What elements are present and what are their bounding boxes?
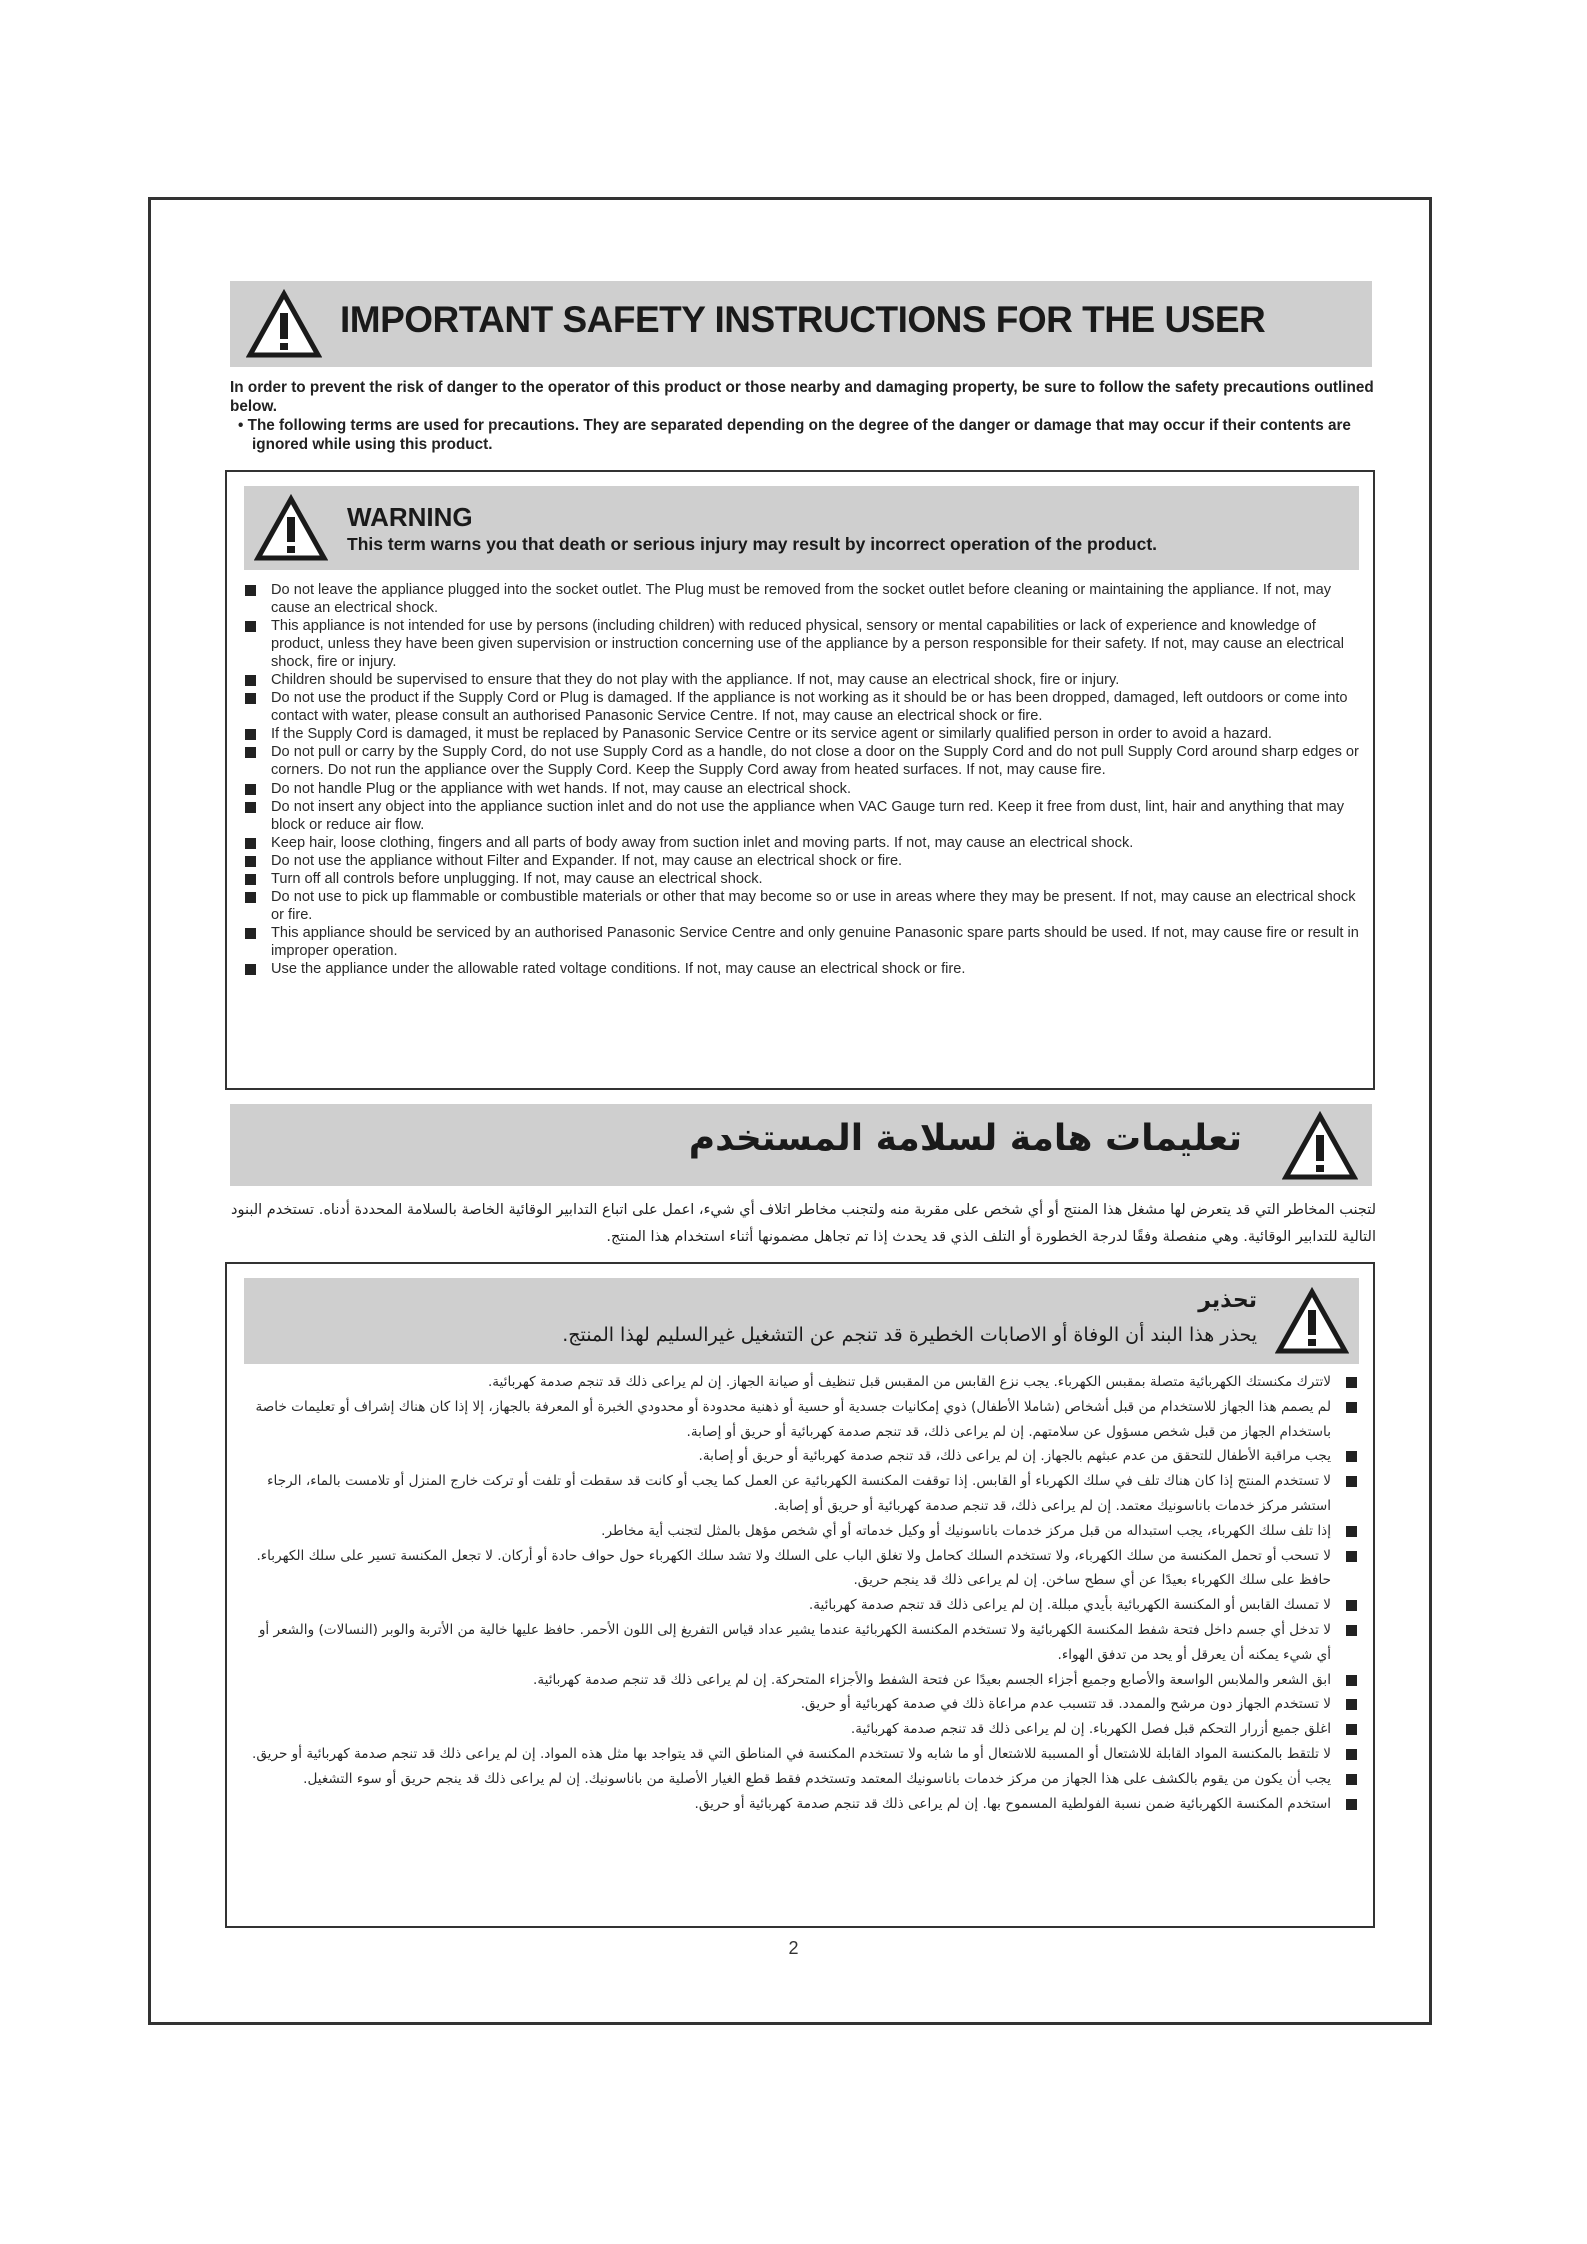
warning-item: Turn off all controls before unplugging. If not, may cause an electrical shock. bbox=[241, 870, 1361, 888]
arabic-warning-item: لاتترك مكنستك الكهربائية متصلة بمقبس الكهرباء. يجب نزع القابس من المقبس قبل تنظيف أو صيانة الجهاز. إن لم يراعى ذلك قد تنجم صدمة كهربائية. bbox=[241, 1370, 1361, 1395]
intro-paragraph: In order to prevent the risk of danger to the operator of this product or those nearby and damaging property, be sure to follow the safety precautions outlined below. bbox=[230, 379, 1374, 415]
arabic-warning-item: لا تدخل أي جسم داخل فتحة شفط المكنسة الكهربائية ولا تستخدم المكنسة الكهربائية عندما يشير عداد قياس التفريغ إلى اللون الأحمر. حافظ عليها خالية من الأتربة والوبر (النسالات) والشعر أو أي شيء يمكنه أن يعرقل أو يحد من تدفق الهواء. bbox=[241, 1618, 1361, 1668]
arabic-warning-item: لا تلتقط بالمكنسة المواد القابلة للاشتعال أو المسببة للاشتعال أو ما شابه ولا تستخدم المكنسة في المناطق التي قد يتواجد بها مثل هذه المواد. إن لم يراعى ذلك قد تنجم صدمة كهربائية أو حريق. bbox=[241, 1742, 1361, 1767]
arabic-heading-title: تعليمات هامة لسلامة المستخدم bbox=[688, 1118, 1242, 1159]
warning-item: Do not use to pick up flammable or combustible materials or other that may become so or use in areas where they may be present. If not, may cause an electrical shock or fire. bbox=[241, 888, 1361, 924]
arabic-warning-item: يجب أن يكون من يقوم بالكشف على هذا الجهاز من مركز خدمات باناسونيك المعتمد وتستخدم فقط قطع الغيار الأصلية من باناسونيك. إن لم يراعى ذلك قد ينجم حريق أو سوء التشغيل. bbox=[241, 1767, 1361, 1792]
arabic-intro-text: لتجنب المخاطر التي قد يتعرض لها مشغل هذا المنتج أو أي شخص على مقربة منه ولتجنب مخاطر اتلاف أي شيء، اعمل على اتباع التدابير الوقائية الخاصة بالسلامة المحددة أدناه. تستخدم البنود التالية للتدابير الوقائية. وهي منفصلة وفقًا لدرجة الخطورة أو التلف الذي قد يحدث إذا تم تجاهل مضمونها أثناء استخدام هذا المنتج. bbox=[231, 1202, 1376, 1245]
arabic-warning-item: لا تستخدم المنتج إذا كان هناك تلف في سلك الكهرباء أو القابس. إذا توقفت المكنسة الكهربائية عن العمل كما يجب أو كانت قد سقطت أو تلفت أو تركت خارج المنزل أو تلامست بالماء، الرجاء استشر مركز خدمات باناسونيك معتمد. إن لم يراعى ذلك، قد تنجم صدمة كهربائية أو حريق أو إصابة. bbox=[241, 1469, 1361, 1519]
arabic-warning-box bbox=[225, 1262, 1375, 1928]
arabic-warning-item: لم يصمم هذا الجهاز للاستخدام من قبل أشخاص (شاملا الأطفال) ذوي إمكانيات جسدية أو حسية أو ذهنية محدودة أو محدودي الخبرة أو المعرفة بالجهاز، إلا إذا كان هناك إشراف أو تعليمات خاصة باستخدام الجهاز من قبل شخص مسؤول عن سلامتهم. إن لم يراعى ذلك، قد تنجم صدمة كهربائية أو حريق أو إصابة. bbox=[241, 1395, 1361, 1445]
warning-item: Do not use the product if the Supply Cord or Plug is damaged. If the appliance is not working as it should be or has been dropped, damaged, left outdoors or come into contact with water, please consult an authorised Panasonic Service Centre. If not, may cause an electrical shock or fire. bbox=[241, 689, 1361, 725]
warning-item: If the Supply Cord is damaged, it must be replaced by Panasonic Service Centre or its service agent or similarly qualified person in order to avoid a hazard. bbox=[241, 725, 1361, 743]
warning-item: Do not use the appliance without Filter and Expander. If not, may cause an electrical shock or fire. bbox=[241, 852, 1361, 870]
warning-list bbox=[241, 581, 1361, 978]
warning-header bbox=[244, 486, 1359, 570]
arabic-warning-item: يجب مراقبة الأطفال للتحقق من عدم عبثهم بالجهاز. إن لم يراعى ذلك، قد تنجم صدمة كهربائية أو حريق أو إصابة. bbox=[241, 1444, 1361, 1469]
arabic-warning-item: ابق الشعر والملابس الواسعة والأصابع وجميع أجزاء الجسم بعيدًا عن فتحة الشفط والأجزاء المتحركة. إن لم يراعى ذلك قد تنجم صدمة كهربائية. bbox=[241, 1668, 1361, 1693]
arabic-intro bbox=[226, 1197, 1376, 1251]
arabic-warning-title: تحذير bbox=[1198, 1288, 1257, 1313]
warning-triangle-icon bbox=[254, 494, 328, 562]
warning-item: This appliance should be serviced by an authorised Panasonic Service Centre and only genuine Panasonic spare parts should be used. If not, may cause fire or result in improper operation. bbox=[241, 924, 1361, 960]
warning-item: Do not insert any object into the appliance suction inlet and do not use the appliance when VAC Gauge turn red. Keep it free from dust, lint, hair and anything that may block or reduce air flow. bbox=[241, 798, 1361, 834]
warning-item: Do not handle Plug or the appliance with wet hands. If not, may cause an electrical shock. bbox=[241, 780, 1361, 798]
safety-heading-title: IMPORTANT SAFETY INSTRUCTIONS FOR THE USER bbox=[340, 299, 1266, 340]
warning-triangle-icon bbox=[1275, 1287, 1349, 1355]
warning-triangle-icon bbox=[246, 289, 322, 359]
arabic-warning-item: لا تستخدم الجهاز دون مرشح والممدد. قد تتسبب عدم مراعاة ذلك في صدمة كهربائية أو حريق. bbox=[241, 1692, 1361, 1717]
safety-heading-banner bbox=[230, 281, 1372, 367]
arabic-heading-banner bbox=[230, 1104, 1372, 1186]
page-number: 2 bbox=[788, 1938, 799, 1958]
safety-intro bbox=[230, 378, 1375, 454]
arabic-warning-list bbox=[241, 1370, 1361, 1816]
warning-item: Keep hair, loose clothing, fingers and all parts of body away from suction inlet and moving parts. If not, may cause an electrical shock. bbox=[241, 834, 1361, 852]
arabic-warning-subtitle: يحذر هذا البند أن الوفاة أو الاصابات الخطيرة قد تنجم عن التشغيل غيرالسليم لهذا المنتج. bbox=[562, 1324, 1257, 1346]
warning-triangle-icon bbox=[1282, 1111, 1358, 1181]
arabic-warning-header bbox=[244, 1278, 1359, 1364]
warning-title: WARNING bbox=[347, 502, 473, 532]
warning-item: Use the appliance under the allowable rated voltage conditions. If not, may cause an electrical shock or fire. bbox=[241, 960, 1361, 978]
warning-item: Do not leave the appliance plugged into the socket outlet. The Plug must be removed from the socket outlet before cleaning or maintaining the appliance. If not, may cause an electrical shock. bbox=[241, 581, 1361, 617]
intro-bullet: • The following terms are used for precautions. They are separated depending on the degree of the danger or damage that may occur if their contents are ignored while using this product. bbox=[238, 417, 1351, 453]
warning-item: Children should be supervised to ensure that they do not play with the appliance. If not, may cause an electrical shock, fire or injury. bbox=[241, 671, 1361, 689]
warning-box bbox=[225, 470, 1375, 1090]
arabic-warning-item: اغلق جميع أزرار التحكم قبل فصل الكهرباء. إن لم يراعى ذلك قد تنجم صدمة كهربائية. bbox=[241, 1717, 1361, 1742]
warning-item: This appliance is not intended for use by persons (including children) with reduced physical, sensory or mental capabilities or lack of experience and knowledge of product, unless they have been given supervision or instruction concerning use of the appliance by a person responsible for their safety. If not, may cause an electrical shock, fire or injury. bbox=[241, 617, 1361, 671]
arabic-warning-item: إذا تلف سلك الكهرباء، يجب استبداله من قبل مركز خدمات باناسونيك أو وكيل خدماته أو أي شخص مؤهل بالمثل لتجنب أية مخاطر. bbox=[241, 1519, 1361, 1544]
warning-subtitle: This term warns you that death or serious injury may result by incorrect operation of the product. bbox=[347, 534, 1158, 554]
warning-item: Do not pull or carry by the Supply Cord, do not use Supply Cord as a handle, do not close a door on the Supply Cord and do not pull Supply Cord around sharp edges or corners. Do not run the appliance over the Supply Cord. Keep the Supply Cord away from heated surfaces. If not, may cause fire. bbox=[241, 743, 1361, 779]
arabic-warning-item: لا تسحب أو تحمل المكنسة من سلك الكهرباء، ولا تستخدم السلك كحامل ولا تغلق الباب على السلك ولا تشد سلك الكهرباء حول حواف حادة أو أركان. لا تجعل المكنسة تسير على سلك الكهرباء. حافظ على سلك الكهرباء بعيدًا عن أي سطح ساخن. إن لم يراعى ذلك قد ينجم حريق. bbox=[241, 1544, 1361, 1594]
arabic-warning-item: استخدم المكنسة الكهربائية ضمن نسبة الفولطية المسموح بها. إن لم يراعى ذلك قد تنجم صدمة كهربائية أو حريق. bbox=[241, 1792, 1361, 1817]
intro-bullet-text: The following terms are used for precautions. They are separated depending on the degree of the danger or damage that may occur if their contents are ignored while using this product. bbox=[247, 417, 1351, 453]
arabic-warning-item: لا تمسك القابس أو المكنسة الكهربائية بأيدي مبللة. إن لم يراعى ذلك قد تنجم صدمة كهربائية. bbox=[241, 1593, 1361, 1618]
